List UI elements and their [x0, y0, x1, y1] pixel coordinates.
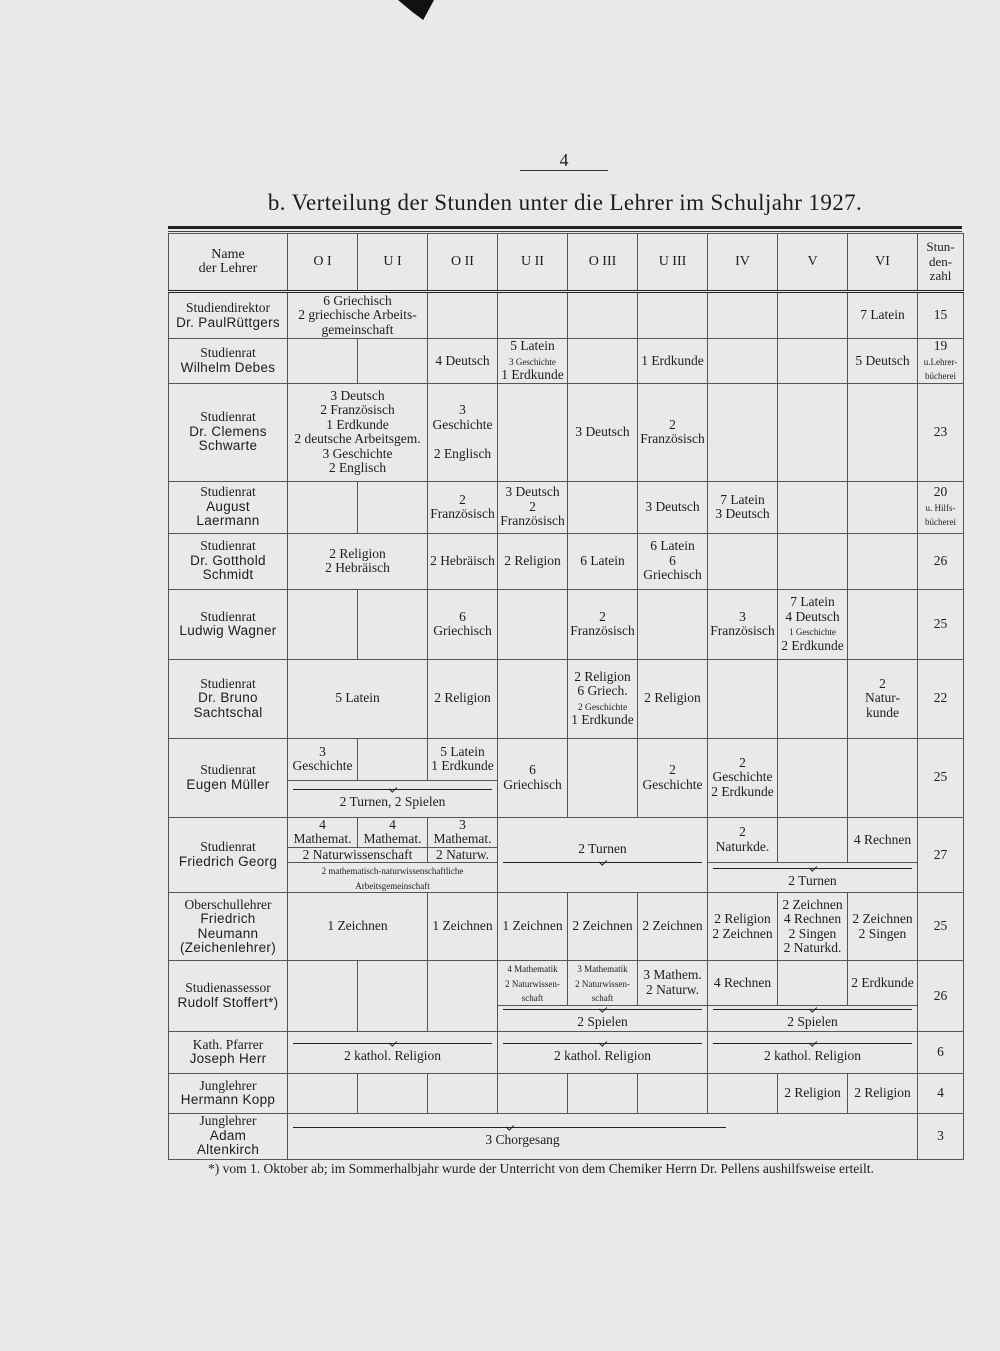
brace-mark [503, 1043, 702, 1048]
lesson-cell: 4 Deutsch [428, 339, 498, 384]
empty-cell [848, 481, 918, 533]
lesson-cell: 2 Religion [778, 1073, 848, 1113]
lesson-cell: 2 Religion [428, 659, 498, 738]
hours-total: 26 [918, 961, 964, 1032]
teacher-name: Studiendirektor Dr. PaulRüttgers [169, 292, 288, 339]
empty-cell [498, 1073, 568, 1113]
lesson-cell: 2 Naturwissenschaft [288, 847, 428, 863]
empty-cell [778, 817, 848, 863]
empty-cell [358, 738, 428, 780]
lesson-cell: 4 Mathemat. [288, 817, 358, 847]
empty-cell [358, 589, 428, 659]
lesson-cell: 3 Französisch [708, 589, 778, 659]
lesson-cell: 2 Spielen [498, 1005, 708, 1031]
lesson-cell: 7 Latein [848, 292, 918, 339]
table-row [169, 738, 964, 780]
lesson-cell: 3 Geschichte [288, 738, 358, 780]
empty-cell [778, 738, 848, 817]
brace-mark [713, 1043, 912, 1048]
empty-cell [778, 383, 848, 481]
empty-cell [638, 589, 708, 659]
empty-cell [568, 292, 638, 339]
empty-cell [288, 339, 358, 384]
lesson-cell: 2 Zeichnen [568, 893, 638, 961]
teacher-name: Studienrat Wilhelm Debes [169, 339, 288, 384]
lesson-cell: 6 Griechisch [498, 738, 568, 817]
header-class: U III [638, 234, 708, 292]
table-row [169, 817, 964, 847]
empty-cell [638, 1073, 708, 1113]
teacher-name: Studienrat Dr. Bruno Sachtschal [169, 659, 288, 738]
header-class: IV [708, 234, 778, 292]
lesson-cell: 3 Deutsch 2 Französisch 1 Erdkunde 2 deutsche Arbeitsgem. 3 Geschichte 2 Englisch [288, 383, 428, 481]
empty-cell [708, 339, 778, 384]
lesson-cell: 2 Religion 2 Zeichnen [708, 893, 778, 961]
lesson-cell: 2 Religion [848, 1073, 918, 1113]
empty-cell [358, 961, 428, 1032]
lesson-cell: 3 Chorgesang [288, 1113, 918, 1159]
table-row [169, 659, 964, 738]
lesson-cell: 2 Religion 6 Griech. 2 Geschichte 1 Erdkunde [568, 659, 638, 738]
empty-cell [568, 481, 638, 533]
title-rule [168, 226, 962, 229]
lesson-cell: 2 Geschichte 2 Erdkunde [708, 738, 778, 817]
lesson-cell: 2 kathol. Religion [288, 1031, 498, 1073]
empty-cell [778, 292, 848, 339]
schedule-table [168, 233, 964, 1160]
lesson-cell: 3 Deutsch [568, 383, 638, 481]
empty-cell [498, 383, 568, 481]
lesson-cell: 2 Französisch [428, 481, 498, 533]
empty-cell [568, 339, 638, 384]
lesson-cell: 2 Turnen [498, 817, 708, 893]
empty-cell [778, 339, 848, 384]
table-row [169, 961, 964, 1006]
lesson-cell: 2 Turnen, 2 Spielen [288, 780, 498, 817]
header-class: U I [358, 234, 428, 292]
teacher-name: Studienrat Friedrich Georg [169, 817, 288, 893]
empty-cell [288, 1073, 358, 1113]
empty-cell [568, 1073, 638, 1113]
lesson-cell: 2 Zeichnen 4 Rechnen 2 Singen 2 Naturkd. [778, 893, 848, 961]
empty-cell [428, 961, 498, 1032]
teacher-name: Studienrat Dr. Clemens Schwarte [169, 383, 288, 481]
empty-cell [708, 659, 778, 738]
brace-mark [293, 1127, 726, 1132]
lesson-cell: 4 Rechnen [708, 961, 778, 1006]
table-row [169, 292, 964, 339]
empty-cell [778, 481, 848, 533]
teacher-name: Studienassessor Rudolf Stoffert*) [169, 961, 288, 1032]
brace-mark [713, 1009, 912, 1014]
lesson-cell: 5 Latein [288, 659, 428, 738]
empty-cell [638, 292, 708, 339]
table-row [169, 533, 964, 589]
teacher-name: Studienrat Dr. Gotthold Schmidt [169, 533, 288, 589]
hours-total: 19 u.Lehrer- büсherei [918, 339, 964, 384]
header-name: Name der Lehrer [169, 234, 288, 292]
lesson-cell: 3 Mathematik 2 Naturwissen- schaft [568, 961, 638, 1006]
table-row [169, 339, 964, 384]
header-class: O III [568, 234, 638, 292]
header-class: U II [498, 234, 568, 292]
empty-cell [428, 1073, 498, 1113]
lesson-cell: 2 Französisch [638, 383, 708, 481]
lesson-cell: 2 Natur- kunde [848, 659, 918, 738]
lesson-cell: 7 Latein 4 Deutsch 1 Geschichte 2 Erdkunde [778, 589, 848, 659]
header-class: V [778, 234, 848, 292]
hours-total: 15 [918, 292, 964, 339]
lesson-cell: 2 kathol. Religion [708, 1031, 918, 1073]
header-class: O II [428, 234, 498, 292]
lesson-cell: 7 Latein 3 Deutsch [708, 481, 778, 533]
lesson-cell: 2 Naturw. [428, 847, 498, 863]
lesson-cell: 1 Zeichnen [288, 893, 428, 961]
teacher-name: Junglehrer Hermann Kopp [169, 1073, 288, 1113]
lesson-cell: 5 Latein 1 Erdkunde [428, 738, 498, 780]
table-row [169, 1031, 964, 1073]
empty-cell [358, 481, 428, 533]
empty-cell [568, 738, 638, 817]
lesson-cell: 3 Mathem. 2 Naturw. [638, 961, 708, 1006]
title-rule-thin [168, 231, 962, 232]
empty-cell [848, 738, 918, 817]
table-row [169, 1073, 964, 1113]
brace-mark [713, 868, 912, 873]
hours-total: 4 [918, 1073, 964, 1113]
empty-cell [848, 533, 918, 589]
page-title: b. Verteilung der Stunden unter die Lehrer im Schuljahr 1927. [267, 190, 863, 215]
page-number: 4 [520, 150, 608, 171]
lesson-cell: 2 Religion 2 Hebräisch [288, 533, 428, 589]
lesson-cell: 1 Zeichnen [428, 893, 498, 961]
lesson-cell: 3 Geschichte 2 Englisch [428, 383, 498, 481]
lesson-cell: 2 kathol. Religion [498, 1031, 708, 1073]
lesson-cell: 4 Rechnen [848, 817, 918, 863]
lesson-cell: 1 Zeichnen [498, 893, 568, 961]
hours-total: 25 [918, 893, 964, 961]
lesson-cell: 6 Latein [568, 533, 638, 589]
table-row [169, 1113, 964, 1159]
lesson-cell: 6 Griechisch 2 griechische Arbeits- gemeinschaft [288, 292, 428, 339]
lesson-cell: 2 Hebräisch [428, 533, 498, 589]
hours-total: 22 [918, 659, 964, 738]
empty-cell [778, 533, 848, 589]
empty-cell [358, 1073, 428, 1113]
empty-cell [708, 533, 778, 589]
empty-cell [358, 339, 428, 384]
table-row [169, 893, 964, 961]
table-row [169, 481, 964, 533]
teacher-name: Kath. Pfarrer Joseph Herr [169, 1031, 288, 1073]
lesson-cell: 3 Mathemat. [428, 817, 498, 847]
lesson-cell: 2 mathematisch-naturwissenschaftliche Arbeitsgemeinschaft [288, 863, 498, 893]
header-class: O I [288, 234, 358, 292]
hours-total: 25 [918, 738, 964, 817]
table-header-row [169, 234, 964, 292]
hours-total: 25 [918, 589, 964, 659]
lesson-cell: 2 Zeichnen 2 Singen [848, 893, 918, 961]
teacher-name: Studienrat Ludwig Wagner [169, 589, 288, 659]
lesson-cell: 5 Deutsch [848, 339, 918, 384]
hours-total: 23 [918, 383, 964, 481]
lesson-cell: 4 Mathematik 2 Naturwissen- schaft [498, 961, 568, 1006]
brace-mark [293, 1043, 492, 1048]
lesson-cell: 2 Naturkde. [708, 817, 778, 863]
teacher-name: Studienrat Eugen Müller [169, 738, 288, 817]
empty-cell [778, 961, 848, 1006]
lesson-cell: 2 Turnen [708, 863, 918, 893]
lesson-cell: 1 Erdkunde [638, 339, 708, 384]
empty-cell [778, 659, 848, 738]
empty-cell [708, 292, 778, 339]
teacher-name: Oberschullehrer Friedrich Neumann (Zeichenlehrer) [169, 893, 288, 961]
hours-total: 3 [918, 1113, 964, 1159]
empty-cell [288, 589, 358, 659]
empty-cell [288, 481, 358, 533]
page-notch [398, 0, 434, 20]
lesson-cell: 5 Latein 3 Geschichte 1 Erdkunde [498, 339, 568, 384]
table-row [169, 589, 964, 659]
footnote: *) vom 1. Oktober ab; im Sommerhalbjahr wurde der Unterricht von dem Chemiker Herrn Dr. Pellens aushilfsweise erteilt. [208, 1161, 874, 1176]
lesson-cell: 2 Spielen [708, 1005, 918, 1031]
brace-mark [503, 1009, 702, 1014]
lesson-cell: 4 Mathemat. [358, 817, 428, 847]
empty-cell [288, 961, 358, 1032]
table-row [169, 383, 964, 481]
lesson-cell: 2 Erdkunde [848, 961, 918, 1006]
lesson-cell: 3 Deutsch [638, 481, 708, 533]
lesson-cell: 2 Religion [498, 533, 568, 589]
header-class: VI [848, 234, 918, 292]
lesson-cell: 6 Griechisch [428, 589, 498, 659]
empty-cell [498, 589, 568, 659]
lesson-cell: 6 Latein 6 Griechisch [638, 533, 708, 589]
brace-mark [503, 862, 702, 867]
brace-mark [293, 789, 492, 794]
hours-total: 6 [918, 1031, 964, 1073]
hours-total: 20 u. Hilfs- büсherei [918, 481, 964, 533]
empty-cell [848, 589, 918, 659]
lesson-cell: 2 Französisch [568, 589, 638, 659]
teacher-name: Junglehrer Adam Altenkirch [169, 1113, 288, 1159]
empty-cell [708, 1073, 778, 1113]
empty-cell [498, 659, 568, 738]
lesson-cell: 2 Zeichnen [638, 893, 708, 961]
hours-total: 27 [918, 817, 964, 893]
lesson-cell: 2 Geschichte [638, 738, 708, 817]
lesson-cell: 3 Deutsch 2 Französisch [498, 481, 568, 533]
empty-cell [848, 383, 918, 481]
empty-cell [498, 292, 568, 339]
empty-cell [428, 292, 498, 339]
header-sum: Stun- den- zahl [918, 234, 964, 292]
hours-total: 26 [918, 533, 964, 589]
teacher-name: Studienrat August Laermann [169, 481, 288, 533]
empty-cell [708, 383, 778, 481]
lesson-cell: 2 Religion [638, 659, 708, 738]
